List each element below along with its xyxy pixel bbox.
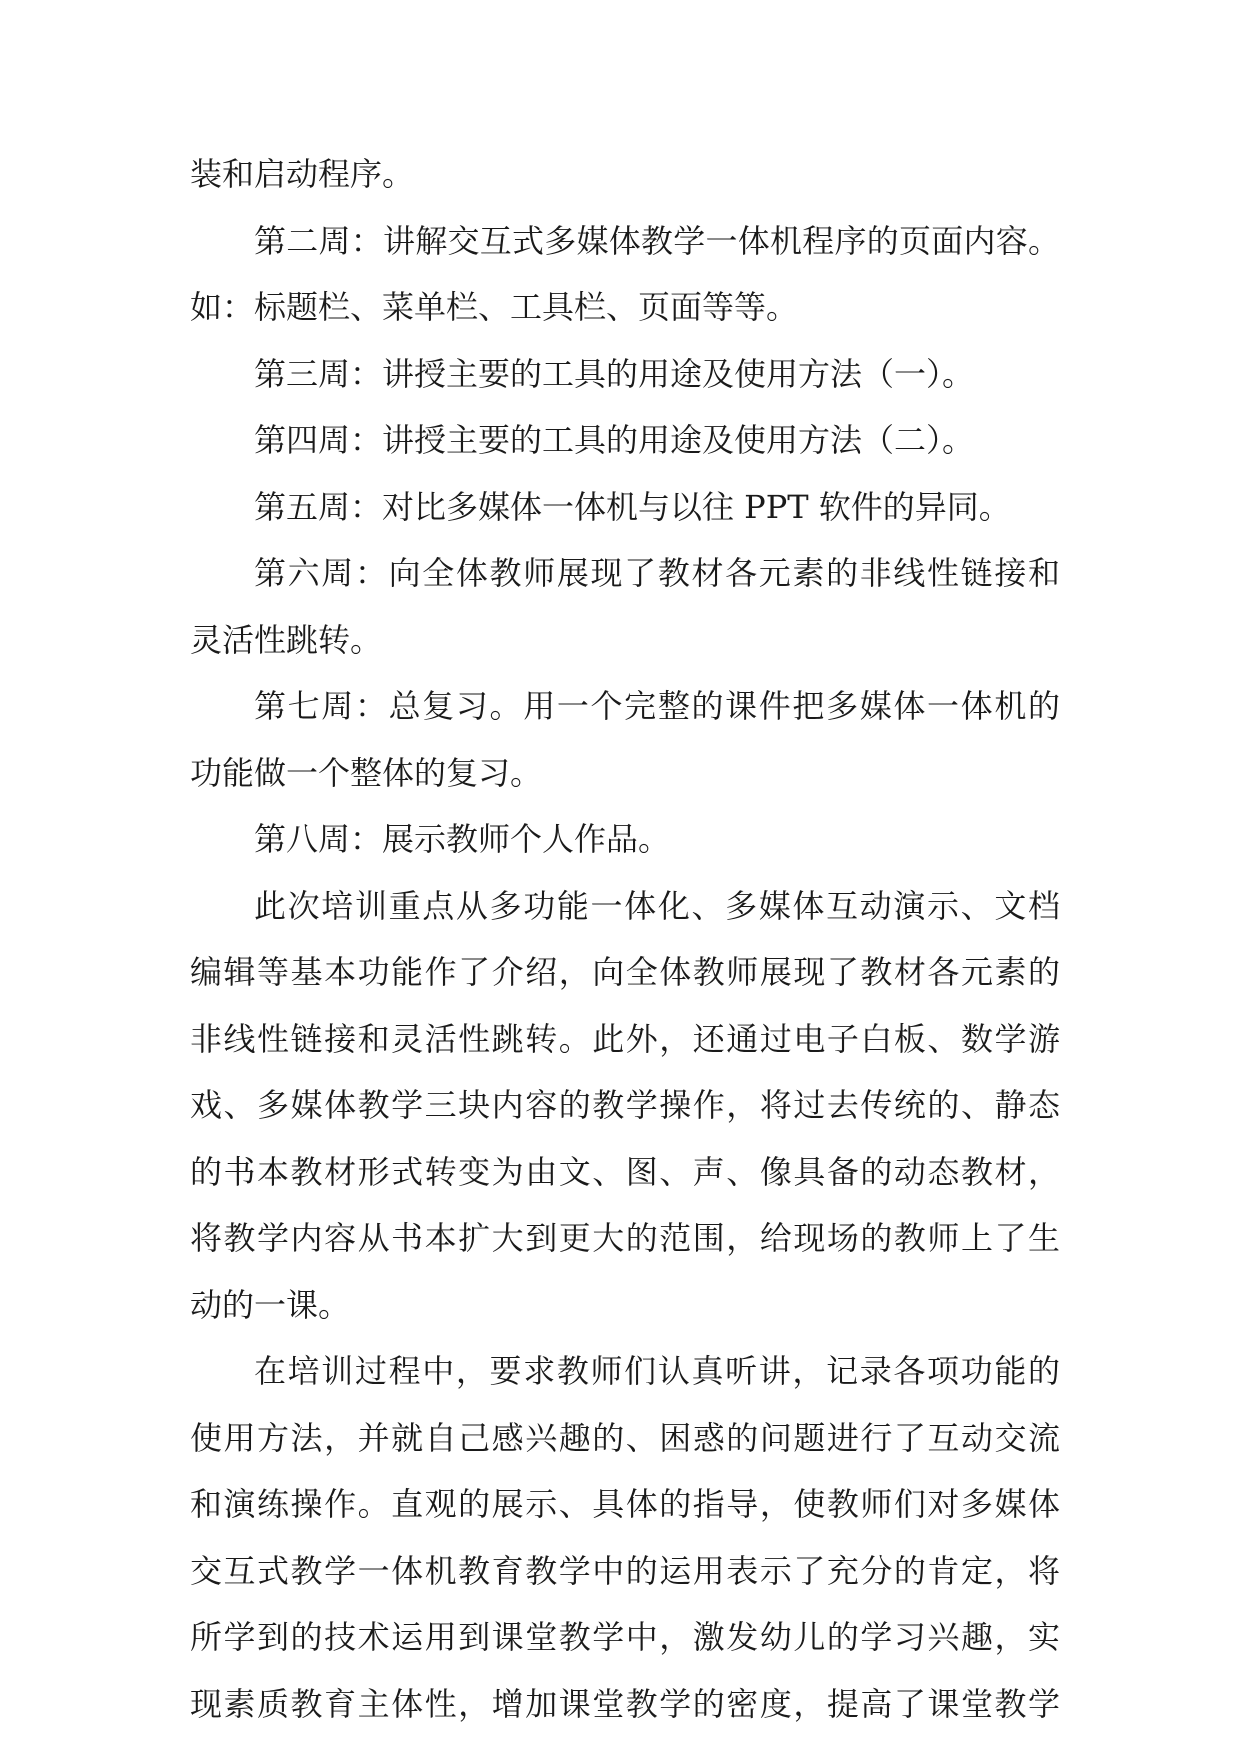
text-line: 第五周：对比多媒体一体机与以往 PPT 软件的异同。 <box>254 487 1011 526</box>
text-line: 使用方法，并就自己感兴趣的、困惑的问题进行了互动交流 <box>190 1418 1060 1457</box>
text-line: 和演练操作。直观的展示、具体的指导，使教师们对多媒体 <box>190 1485 1060 1523</box>
text-line: 第三周：讲授主要的工具的用途及使用方法（一）。 <box>254 354 975 393</box>
text-line: 第八周：展示教师个人作品。 <box>254 820 671 858</box>
text-line: 将教学内容从书本扩大到更大的范围，给现场的教师上了生 <box>190 1219 1060 1257</box>
text-line: 编辑等基本功能作了介绍，向全体教师展现了教材各元素的 <box>190 953 1060 991</box>
text-line: 现素质教育主体性，增加课堂教学的密度，提高了课堂教学 <box>190 1684 1060 1723</box>
text-line: 戏、多媒体教学三块内容的教学操作，将过去传统的、静态 <box>190 1086 1060 1124</box>
text-line: 装和启动程序。 <box>190 155 415 193</box>
text-line: 第七周：总复习。用一个完整的课件把多媒体一体机的 <box>254 687 1060 725</box>
text-line: 如：标题栏、菜单栏、工具栏、页面等等。 <box>190 288 799 326</box>
text-line: 第二周：讲解交互式多媒体教学一体机程序的页面内容。 <box>254 221 1060 260</box>
text-line: 交互式教学一体机教育教学中的运用表示了充分的肯定，将 <box>190 1551 1060 1590</box>
text-line: 功能做一个整体的复习。 <box>190 753 543 792</box>
text-line: 的书本教材形式转变为由文、图、声、像具备的动态教材， <box>190 1152 1060 1191</box>
text-line: 灵活性跳转。 <box>190 620 383 659</box>
text-line: 动的一课。 <box>190 1285 351 1324</box>
document-body <box>190 155 1060 1754</box>
text-line: 第四周：讲授主要的工具的用途及使用方法（二）。 <box>254 421 975 459</box>
text-line: 非线性链接和灵活性跳转。此外，还通过电子白板、数学游 <box>190 1019 1060 1058</box>
text-line: 所学到的技术运用到课堂教学中，激发幼儿的学习兴趣，实 <box>190 1618 1060 1656</box>
text-line: 第六周：向全体教师展现了教材各元素的非线性链接和 <box>254 554 1060 592</box>
text-line: 在培训过程中，要求教师们认真听讲，记录各项功能的 <box>254 1352 1060 1390</box>
text-line: 此次培训重点从多功能一体化、多媒体互动演示、文档 <box>254 886 1060 925</box>
